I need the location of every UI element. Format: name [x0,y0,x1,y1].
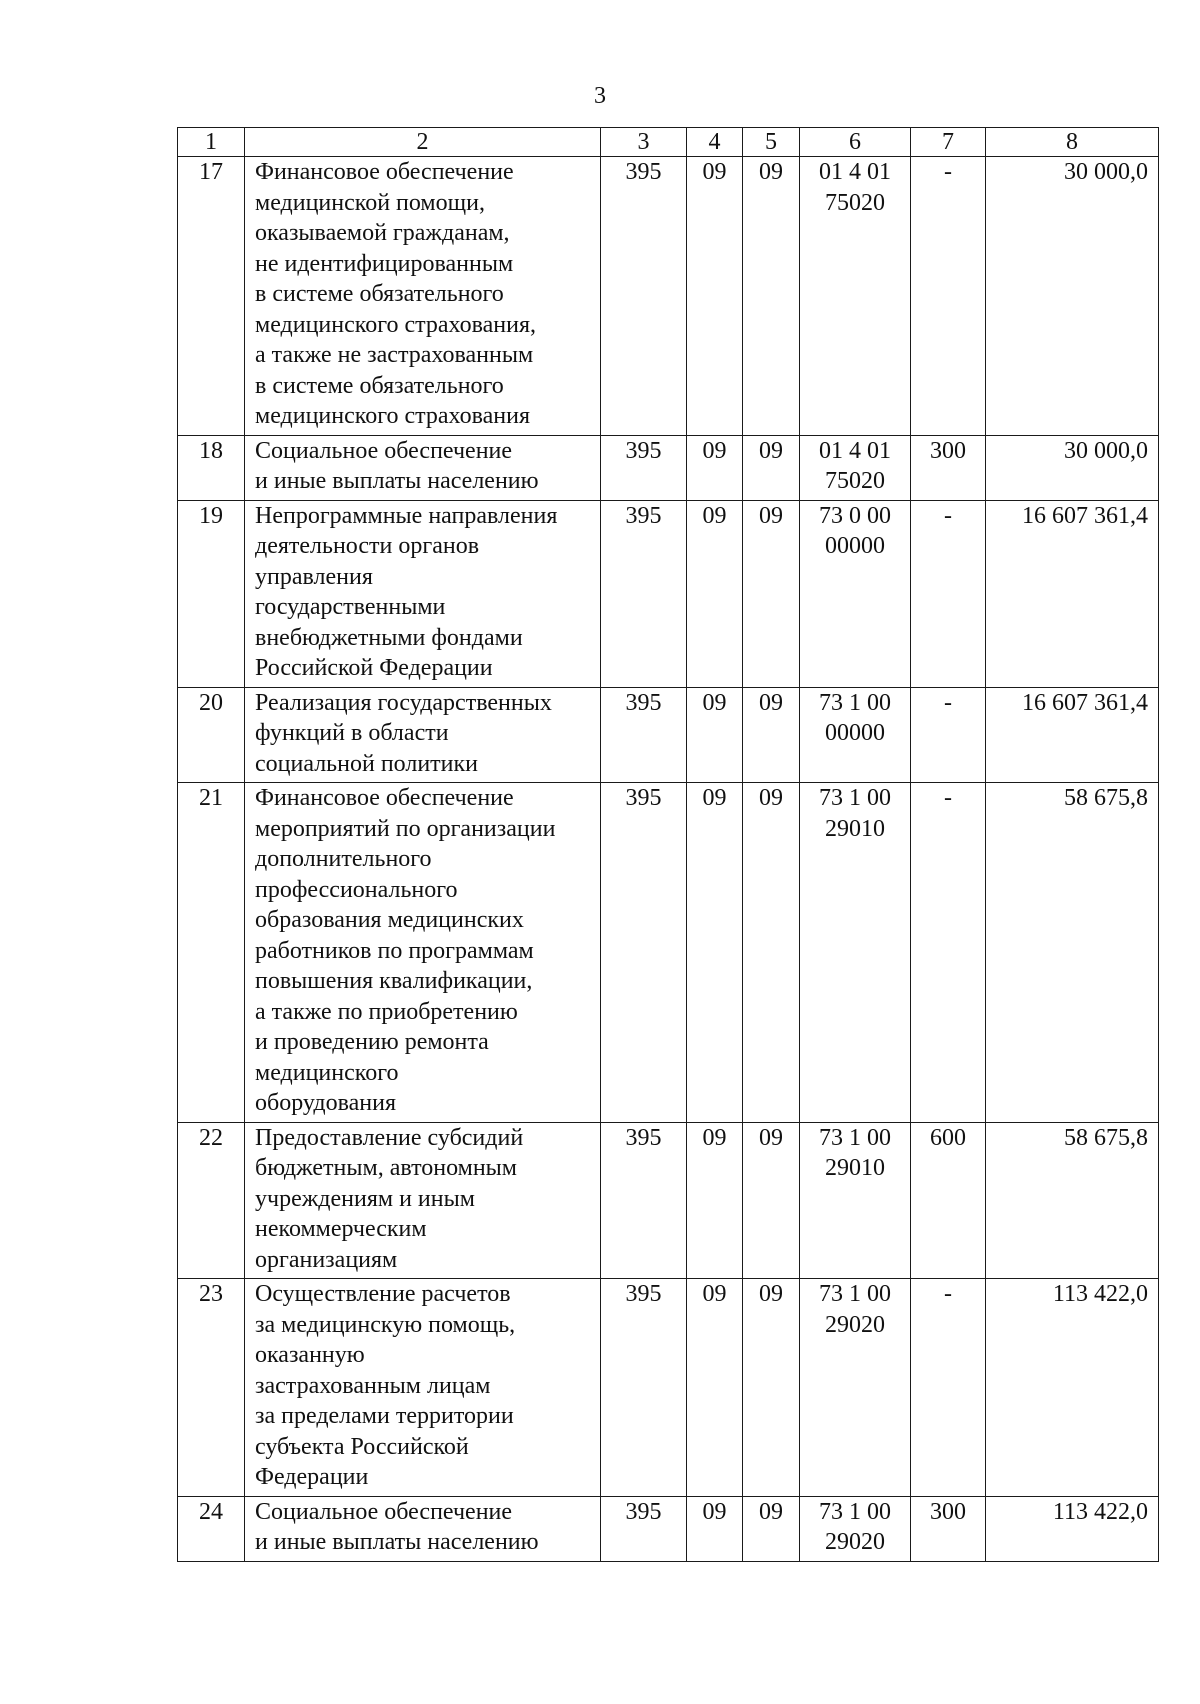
description-line: государственными [255,594,446,620]
amount-value: 16 607 361,4 [986,500,1159,687]
description-line: в системе обязательного [255,281,504,307]
section-code: 09 [687,500,743,687]
target-article-line: 29010 [825,815,885,842]
row-description [245,435,601,500]
table-row [178,500,1159,687]
target-article-line: 73 1 00 [819,1498,891,1525]
section-code: 09 [687,1496,743,1561]
description-line: профессионального [255,876,458,903]
row-number: 17 [178,157,245,436]
description-line: работников по программам [255,937,534,964]
description-line: Реализация государственных [255,689,552,716]
header-col-2: 2 [245,128,601,157]
description-line: а также не застрахованным [255,342,534,368]
subsection-code: 09 [743,1496,800,1561]
table-row [178,435,1159,500]
amount-value: 30 000,0 [986,157,1159,436]
amount-value: 58 675,8 [986,783,1159,1123]
target-article-line: 75020 [825,468,885,494]
admin-code: 395 [601,687,687,783]
description-line: Осуществление расчетов [255,1281,511,1307]
expense-type-code: - [911,157,986,436]
target-article-line: 00000 [825,720,885,746]
amount-value: 30 000,0 [986,435,1159,500]
amount-value: 16 607 361,4 [986,687,1159,783]
amount-value: 113 422,0 [986,1279,1159,1497]
target-article-line: 29020 [825,1529,885,1555]
row-description [245,500,601,687]
description-line: оказываемой гражданам, [255,220,510,246]
description-line: Финансовое обеспечение [255,159,514,185]
header-col-7: 7 [911,128,986,157]
target-article-code [800,1279,911,1497]
description-line: а также по приобретению [255,998,518,1025]
subsection-code: 09 [743,435,800,500]
description-line: и иные выплаты населению [255,468,539,494]
target-article-line: 00000 [825,533,885,559]
row-number: 23 [178,1279,245,1497]
section-code: 09 [687,1279,743,1497]
subsection-code: 09 [743,500,800,687]
expense-type-code: 300 [911,1496,986,1561]
target-article-code [800,1496,911,1561]
admin-code: 395 [601,435,687,500]
row-number: 24 [178,1496,245,1561]
description-line: бюджетным, автономным [255,1155,517,1181]
description-line: управления [255,563,373,590]
description-line: функций в области [255,720,449,746]
header-col-8: 8 [986,128,1159,157]
description-line: мероприятий по организации [255,815,556,842]
description-line: Предоставление субсидий [255,1124,524,1151]
description-line: Социальное обеспечение [255,1498,513,1525]
description-line: медицинского страхования [255,403,531,429]
description-line: и иные выплаты населению [255,1529,539,1555]
section-code: 09 [687,157,743,436]
amount-value: 58 675,8 [986,1122,1159,1279]
description-line: Социальное обеспечение [255,437,513,464]
table-row [178,783,1159,1123]
description-line: в системе обязательного [255,372,504,399]
description-line: оказанную [255,1342,365,1368]
table-row [178,1279,1159,1497]
description-line: социальной политики [255,750,478,777]
target-article-code [800,157,911,436]
subsection-code: 09 [743,687,800,783]
description-line: Финансовое обеспечение [255,785,514,811]
description-line: не идентифицированным [255,250,514,277]
description-line: внебюджетными фондами [255,624,523,651]
section-code: 09 [687,687,743,783]
section-code: 09 [687,435,743,500]
table-row [178,157,1159,436]
target-article-code [800,435,911,500]
description-line: за пределами территории [255,1403,514,1429]
target-article-line: 73 0 00 [819,502,891,529]
subsection-code: 09 [743,157,800,436]
target-article-code [800,687,911,783]
description-line: образования медицинских [255,907,524,933]
row-description [245,157,601,436]
description-line: за медицинскую помощь, [255,1311,516,1338]
header-col-4: 4 [687,128,743,157]
description-line: организациям [255,1246,398,1273]
table-row [178,687,1159,783]
description-line: субъекта Российской [255,1433,469,1460]
description-line: медицинского страхования, [255,311,537,338]
admin-code: 395 [601,1122,687,1279]
target-article-code [800,783,911,1123]
table-header [178,128,1159,157]
header-col-3: 3 [601,128,687,157]
row-number: 20 [178,687,245,783]
description-line: Российской Федерации [255,655,493,681]
description-line: и проведению ремонта [255,1029,489,1055]
page-number: 3 [594,83,606,109]
table-row [178,1122,1159,1279]
target-article-line: 01 4 01 [819,159,891,185]
description-line: повышения квалификации, [255,968,533,994]
row-description [245,1279,601,1497]
admin-code: 395 [601,1279,687,1497]
description-line: Непрограммные направления [255,502,558,529]
row-number: 21 [178,783,245,1123]
target-article-line: 75020 [825,189,885,216]
admin-code: 395 [601,157,687,436]
admin-code: 395 [601,500,687,687]
table-body [178,157,1159,1562]
expense-type-code: - [911,1279,986,1497]
target-article-line: 73 1 00 [819,1124,891,1151]
amount-value: 113 422,0 [986,1496,1159,1561]
row-description [245,783,601,1123]
target-article-line: 73 1 00 [819,1281,891,1307]
row-description [245,687,601,783]
target-article-line: 73 1 00 [819,785,891,811]
subsection-code: 09 [743,783,800,1123]
section-code: 09 [687,1122,743,1279]
target-article-line: 73 1 00 [819,689,891,716]
description-line: дополнительного [255,846,432,872]
expense-type-code: - [911,783,986,1123]
expense-type-code: - [911,687,986,783]
row-description [245,1122,601,1279]
header-col-6: 6 [800,128,911,157]
row-number: 18 [178,435,245,500]
description-line: застрахованным лицам [255,1372,491,1399]
target-article-line: 01 4 01 [819,437,891,464]
expense-type-code: - [911,500,986,687]
row-description [245,1496,601,1561]
header-col-1: 1 [178,128,245,157]
table-row [178,1496,1159,1561]
description-line: учреждениям и иным [255,1185,475,1212]
target-article-line: 29020 [825,1311,885,1338]
section-code: 09 [687,783,743,1123]
expense-type-code: 300 [911,435,986,500]
admin-code: 395 [601,1496,687,1561]
description-line: Федерации [255,1464,369,1490]
subsection-code: 09 [743,1122,800,1279]
target-article-code [800,500,911,687]
row-number: 19 [178,500,245,687]
admin-code: 395 [601,783,687,1123]
description-line: оборудования [255,1090,396,1116]
header-row [178,128,1159,157]
description-line: деятельности органов [255,533,480,559]
header-col-5: 5 [743,128,800,157]
description-line: медицинского [255,1059,399,1086]
target-article-line: 29010 [825,1155,885,1181]
expense-type-code: 600 [911,1122,986,1279]
budget-table [177,127,1159,1562]
description-line: некоммерческим [255,1216,427,1242]
target-article-code [800,1122,911,1279]
row-number: 22 [178,1122,245,1279]
subsection-code: 09 [743,1279,800,1497]
description-line: медицинской помощи, [255,189,485,216]
